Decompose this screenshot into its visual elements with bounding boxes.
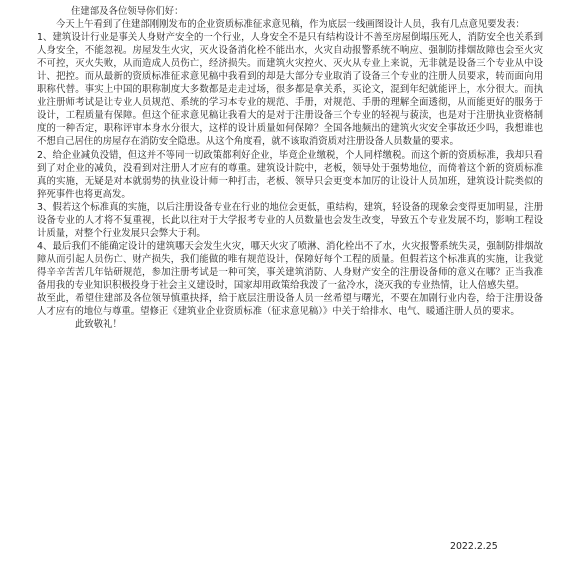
letter-date: 2022.2.25 <box>450 541 498 552</box>
point-4-paragraph: 4、最后我们不能确定设计的建筑哪天会发生火灾，哪天火灾了喷淋、消化栓出不了水，火灾报警系统失灵，强制防排烟故障从而引起人员伤亡、财产损失，我们能做的唯有规范设计，保障好每个工程的质量。但假若这个标准真的实施，让我觉得辛辛苦苦几年钻研规范，参加注册考试是一种可笑，事关建筑消防、人身财产安全的注册设备师的意义在哪？正当我准备用我的专业知识积极投身于社会主义建设时，国家却用政策给我泼了一盆冷水，浇灭我的专业热情，让人倍感失望。 <box>37 240 543 291</box>
letter-body <box>37 5 543 331</box>
point-1-paragraph: 1、建筑设计行业是事关人身财产安全的一个行业，人身安全不是只有结构设计不善至房屋倒塌压死人，消防安全也关系到人身安全，不能忽视。房屋发生火灾，灭火设备消化栓不能出水，火灾自动报警系统不响应、强制防排烟故障也会至火灾不可控，灭火失败，从而造成人员伤亡，经济损失。而建筑火灾控火、灭火从专业上来说，无非就是设备三个专业从中设计、把控。而从最新的资质标准征求意见稿中我看到的却是大部分专业取消了设备三个专业的注册人员要求，转而面向用职称代替。事实上中国的职称制度大多数都是走走过场，很多都是拿关系，买论文，混到年纪就能评上，水分很大。而执业注册师考试是让专业人员规范、系统的学习本专业的规范、手册，对规范、手册的理解全面透彻，从而能更好的服务于设计，工程质量有保障。但这个征求意见稿让我看大的是对于注册设备三个专业的轻视与藐渎，也是对于注册执业资格制度的一种否定，职称评审本身水分很大，这样的设计质量如何保障？全国各地频出的建筑火灾安全事故还少吗，我想谁也不想自己居住的房屋存在消防安全隐患。从这个角度看，就不该取消资质对注册设备人员数量的要求。 <box>37 32 543 148</box>
intro-paragraph: 今天上午看到了住建部刚刚发布的企业资质标准征求意见稿，作为底层一线画图设计人员，我有几点意见要发表： <box>56 19 525 31</box>
point-2-paragraph: 2、给企业减负没错，但这并不等同一切政策都利好企业，毕竟企业缴税，个人同样缴税。而这个新的资质标准，我却只看到了对企业的减负，没看到对注册人才应有的尊重。建筑设计院中，老板，领导处于强势地位，而倚着这个新的资质标准真的实施，无疑是对本就弱势的执业设计师一种打击，老板、领导只会更变本加厉的让设计人员加班，建筑设计院类似的猝死事件也将更高发。 <box>37 149 543 200</box>
salutation: 住建部及各位领导你们好： <box>71 6 184 17</box>
conclusion-paragraph: 故至此，希望住建部及各位领导慎重抉择，给于底层注册设备人员一丝希望与曙光，不要在加剧行业内卷，给于注册设备人才应有的地位与尊重。望修正《建筑业企业资质标准（征求意见稿）》中关于给排水、电气、暖通注册人员的要求。 <box>37 293 543 318</box>
point-3-paragraph: 3、假若这个标准真的实施，以后注册设备专业在行业的地位会更低，重结构，建筑，轻设备的现象会变得更加明显，注册设备专业的人才将不复重视，长此以往对于大学报考专业的人员数量也会发生改变，导致五个专业发展不均，影响工程设计质量，对整个行业发展只会弊大于利。 <box>37 201 543 239</box>
closing-line: 此致敬礼！ <box>75 319 122 331</box>
